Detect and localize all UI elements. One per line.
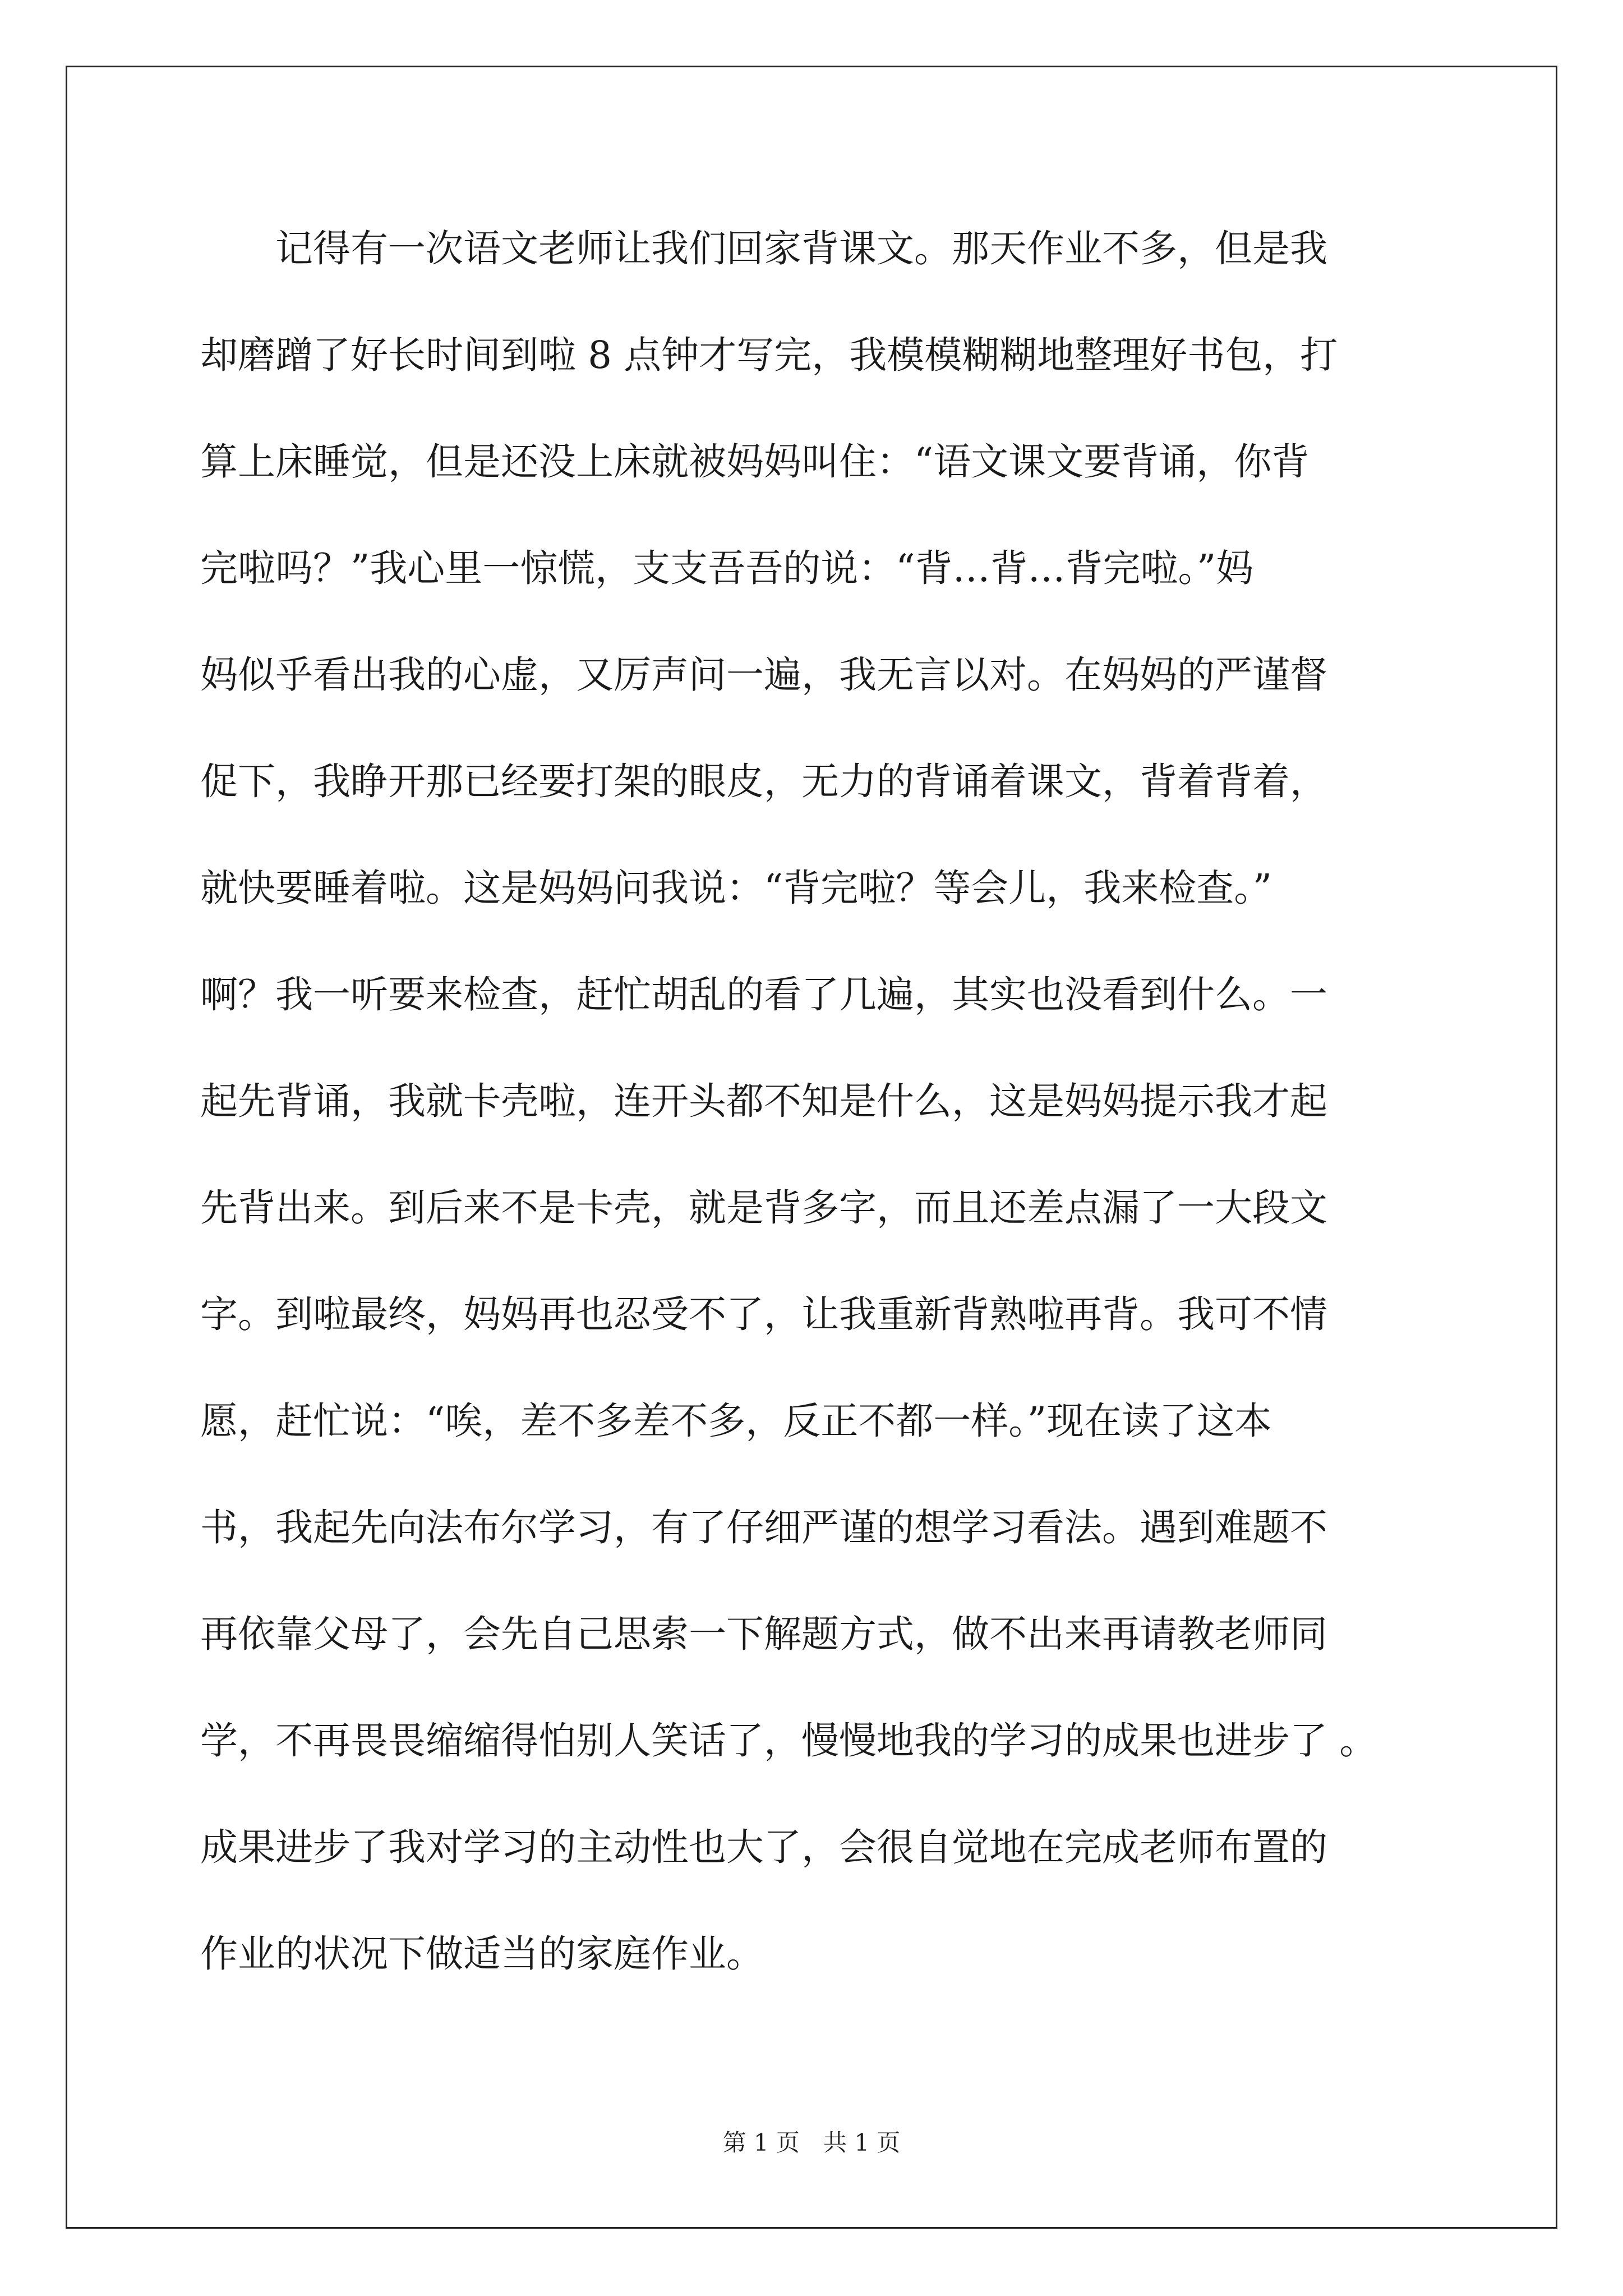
text-line: 字。到啦最终，妈妈再也忍受不了，让我重新背熟啦再背。我可不情: [200, 1292, 1327, 1336]
text-line: 妈似乎看出我的心虚，又厉声问一遍，我无言以对。在妈妈的严谨督: [200, 653, 1327, 697]
text-line: 算上床睡觉，但是还没上床就被妈妈叫住：“语文课文要背诵，你背: [200, 440, 1310, 484]
body-paragraph: [200, 215, 1423, 2027]
text-line: 愿，赶忙说：“唉，差不多差不多，反正不都一样。”现在读了这本: [200, 1399, 1272, 1443]
text-line: 先背出来。到后来不是卡壳，就是背多字，而且还差点漏了一大段文: [200, 1186, 1327, 1230]
text-line: 完啦吗？”我心里一惊慌，支支吾吾的说：“背…背…背完啦。”妈: [200, 546, 1254, 590]
text-line: 促下，我睁开那已经要打架的眼皮，无力的背诵着课文，背着背着，: [200, 760, 1327, 803]
text-line: 就快要睡着啦。这是妈妈问我说：“背完啦？等会儿，我来检查。”: [200, 866, 1272, 910]
text-line: 却磨蹭了好长时间到啦 8 点钟才写完，我模模糊糊地整理好书包，打: [200, 333, 1338, 377]
text-line: 作业的状况下做适当的家庭作业。: [200, 1932, 764, 1976]
text-line: 成果进步了我对学习的主动性也大了，会很自觉地在完成老师布置的: [200, 1825, 1327, 1869]
text-line: 记得有一次语文老师让我们回家背课文。那天作业不多，但是我: [275, 227, 1327, 270]
text-line: 书，我起先向法布尔学习，有了仔细严谨的想学习看法。遇到难题不: [200, 1506, 1327, 1549]
text-line: 啊？我一听要来检查，赶忙胡乱的看了几遍，其实也没看到什么。一: [200, 973, 1327, 1016]
text-line: 学，不再畏畏缩缩得怕别人笑话了，慢慢地我的学习的成果也进步了 。: [200, 1719, 1377, 1763]
text-line: 再依靠父母了，会先自己思索一下解题方式，做不出来再请教老师同: [200, 1612, 1327, 1656]
text-line: 起先背诵，我就卡壳啦，连开头都不知是什么，这是妈妈提示我才起: [200, 1079, 1327, 1123]
page-number-footer: 第 1 页 共 1 页: [722, 2129, 901, 2156]
